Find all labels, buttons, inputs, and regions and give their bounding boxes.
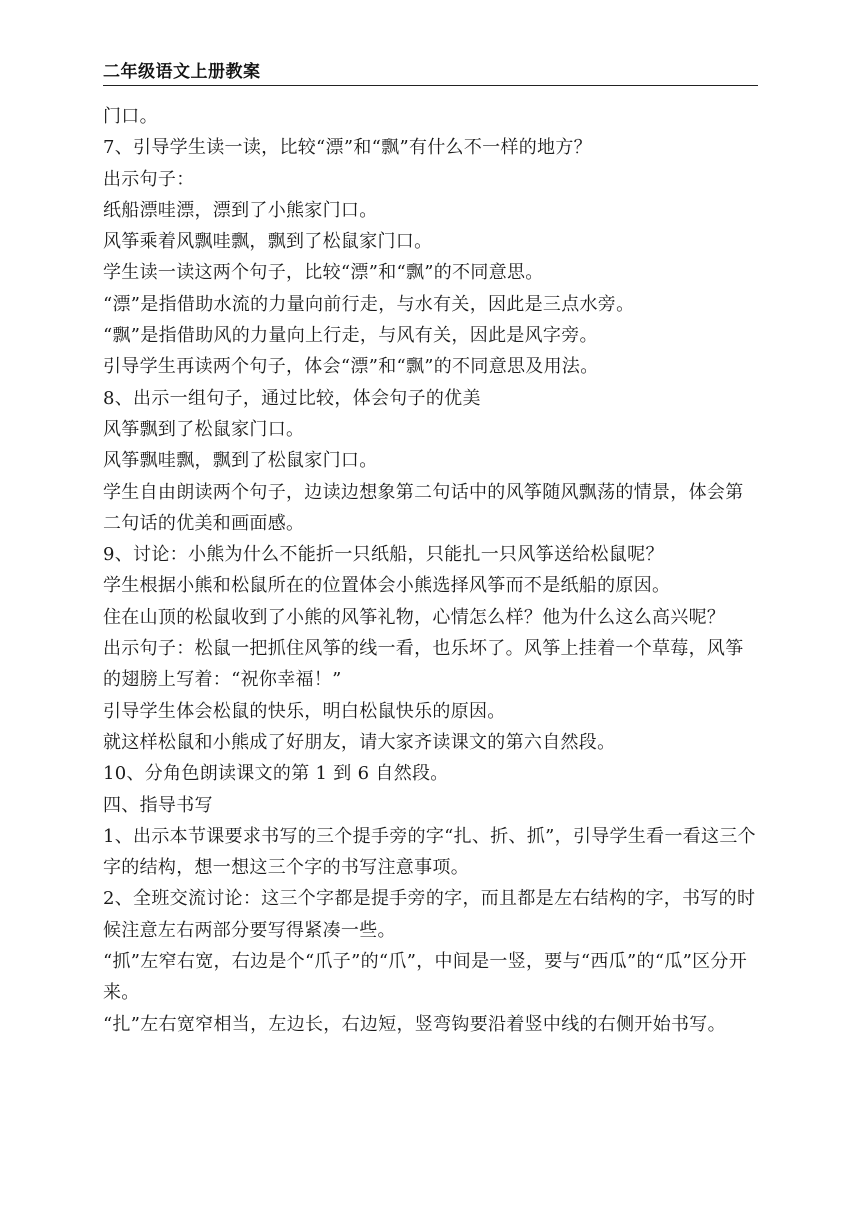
paragraph-line: 8、出示一组句子，通过比较，体会句子的优美 xyxy=(103,387,481,409)
page-header-title: 二年级语文上册教案 xyxy=(103,62,261,82)
paragraph-line: 9、讨论：小熊为什么不能折一只纸船，只能扎一只风筝送给松鼠呢？ xyxy=(103,544,664,566)
paragraph-line: “扎”左右宽窄相当，左边长，右边短，竖弯钩要沿着竖中线的右侧开始书写。 xyxy=(103,1013,726,1035)
paragraph-line: 引导学生再读两个句子，体会“漂”和“飘”的不同意思及用法。 xyxy=(103,356,599,378)
section-heading: 四、指导书写 xyxy=(103,794,213,816)
paragraph-line: 风筝飘到了松鼠家门口。 xyxy=(103,418,305,440)
paragraph-line: 出示句子：松鼠一把抓住风筝的线一看，也乐坏了。风筝上挂着一个草莓，风筝的翅膀上写着：“祝你幸福！” xyxy=(103,638,744,691)
header-divider xyxy=(103,85,758,86)
paragraph-line: 住在山顶的松鼠收到了小熊的风筝礼物，心情怎么样？他为什么这么高兴呢？ xyxy=(103,606,726,628)
paragraph-line: 7、引导学生读一读，比较“漂”和“飘”有什么不一样的地方？ xyxy=(103,137,592,159)
paragraph-line: 风筝飘哇飘，飘到了松鼠家门口。 xyxy=(103,450,378,472)
paragraph-line: 学生自由朗读两个句子，边读边想象第二句话中的风筝随风飘荡的情景，体会第二句话的优美和画面感。 xyxy=(103,481,744,534)
paragraph-line: 引导学生体会松鼠的快乐，明白松鼠快乐的原因。 xyxy=(103,700,506,722)
paragraph-line: 风筝乘着风飘哇飘，飘到了松鼠家门口。 xyxy=(103,231,433,253)
paragraph-line: 学生读一读这两个句子，比较“漂”和“飘”的不同意思。 xyxy=(103,262,544,284)
paragraph-line: 出示句子： xyxy=(103,168,195,190)
paragraph-line: “飘”是指借助风的力量向上行走，与风有关，因此是风字旁。 xyxy=(103,325,598,347)
paragraph-line: 就这样松鼠和小熊成了好朋友，请大家齐读课文的第六自然段。 xyxy=(103,731,616,753)
paragraph-line: 1、出示本节课要求书写的三个提手旁的字“扎、折、抓”，引导学生看一看这三个字的结构，想一想这三个字的书写注意事项。 xyxy=(103,825,756,879)
paragraph-line: 学生根据小熊和松鼠所在的位置体会小熊选择风筝而不是纸船的原因。 xyxy=(103,575,671,597)
paragraph-line: “漂”是指借助水流的力量向前行走，与水有关，因此是三点水旁。 xyxy=(103,293,635,315)
paragraph-line: 10、分角色朗读课文的第 1 到 6 自然段。 xyxy=(103,763,449,785)
paragraph-line: “抓”左窄右宽，右边是个“爪子”的“爪”，中间是一竖，要与“西瓜”的“瓜”区分开来。 xyxy=(103,951,748,1004)
paragraph-line: 2、全班交流讨论：这三个字都是提手旁的字，而且都是左右结构的字，书写的时候注意左右两部分要写得紧凑一些。 xyxy=(103,888,756,941)
document-body xyxy=(103,101,758,1040)
paragraph-line: 纸船漂哇漂，漂到了小熊家门口。 xyxy=(103,199,378,221)
paragraph-line: 门口。 xyxy=(103,106,158,127)
